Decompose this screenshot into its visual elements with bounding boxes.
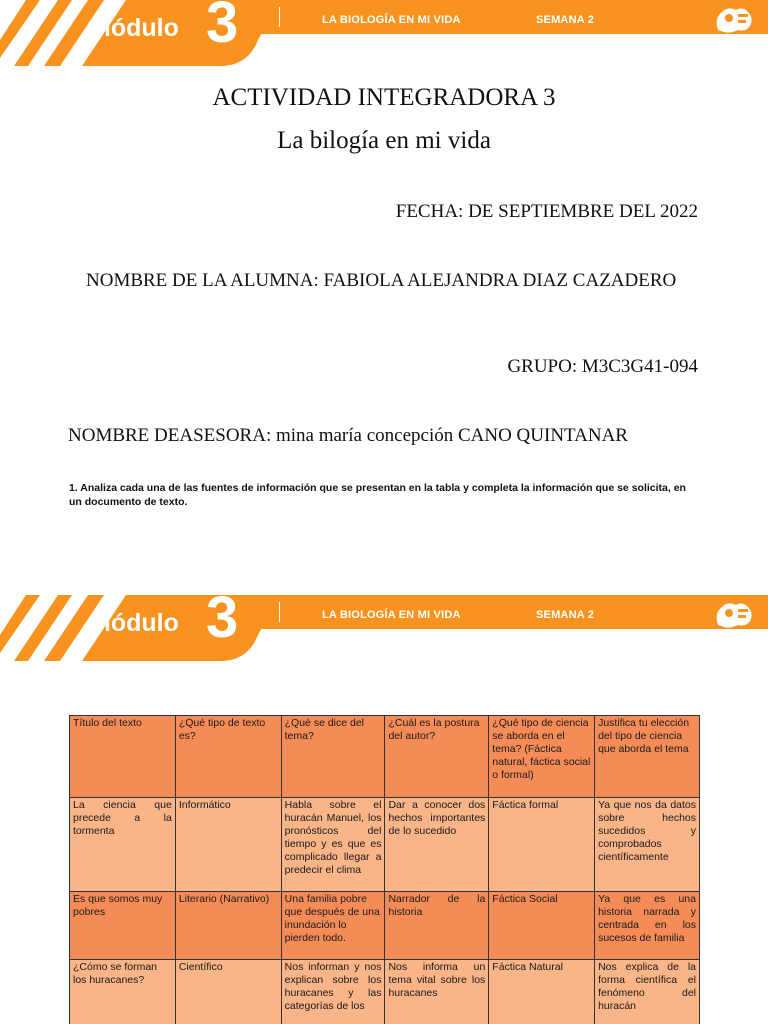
document-title: ACTIVIDAD INTEGRADORA 3	[212, 84, 556, 111]
module-number: 3	[206, 585, 239, 650]
table-cell: Nos informa un tema vital sobre los huracanes	[385, 960, 489, 1024]
table-cell: Nos informan y nos explican sobre los huracanes y las categorías de los	[281, 960, 385, 1024]
table-cell: Fáctica Natural	[489, 960, 595, 1024]
table-cell: La ciencia que precede a la tormenta	[70, 798, 176, 892]
header-cell-title: Título del texto	[70, 716, 176, 798]
table-row	[70, 892, 700, 960]
instruction-text: 1. Analiza cada una de las fuentes de información que se presentan en la tabla y completa la información que se solicita, en un documento de texto.	[69, 482, 686, 508]
header-cell-text-type: ¿Qué tipo de texto es?	[175, 716, 281, 798]
student-name: NOMBRE DE LA ALUMNA: FABIOLA ALEJANDRA DIAZ CAZADERO	[86, 270, 677, 291]
table-cell: Informático	[175, 798, 281, 892]
module-banner-second	[0, 585, 768, 661]
prepa-en-linea-sep-logo-icon	[712, 599, 756, 629]
date-line: FECHA: DE SEPTIEMBRE DEL 2022	[395, 201, 698, 222]
table-cell: Fáctica Social	[489, 892, 595, 960]
table-cell: Fáctica formal	[489, 798, 595, 892]
table-cell: Es que somos muy pobres	[70, 892, 176, 960]
week-label: SEMANA 2	[536, 14, 595, 26]
header-cell-science-type: ¿Qué tipo de ciencia se aborda en el tema? (Fáctica natural, fáctica social o formal)	[489, 716, 595, 798]
week-label: SEMANA 2	[536, 609, 595, 621]
table-row	[70, 960, 700, 1024]
header-cell-justification: Justifica tu elección del tipo de ciencia que aborda el tema	[595, 716, 700, 798]
prepa-en-linea-sep-logo-icon	[712, 4, 756, 34]
table-cell: Narrador de la historia	[385, 892, 489, 960]
table-cell: ¿Cómo se forman los huracanes?	[70, 960, 176, 1024]
document-subtitle: La bilogía en mi vida	[277, 127, 491, 154]
course-name: LA BIOLOGÍA EN MI VIDA	[322, 609, 461, 621]
table-cell: Ya que nos da datos sobre hechos sucedidos y comprobados científicamente	[595, 798, 700, 892]
module-banner-top	[0, 0, 768, 66]
table-header-row	[70, 716, 700, 798]
analysis-table	[69, 715, 700, 1024]
course-name: LA BIOLOGÍA EN MI VIDA	[322, 14, 461, 26]
table-cell: Una familia pobre que después de una inundación lo pierden todo.	[281, 892, 385, 960]
header-cell-topic: ¿Qué se dice del tema?	[281, 716, 385, 798]
table-cell: Literario (Narrativo)	[175, 892, 281, 960]
module-label: Módulo	[90, 14, 179, 42]
advisor-name: NOMBRE DEASESORA: mina maría concepción CANO QUINTANAR	[68, 425, 628, 446]
module-label: Módulo	[90, 609, 179, 637]
table-cell: Dar a conocer dos hechos importantes de lo sucedido	[385, 798, 489, 892]
table-row	[70, 798, 700, 892]
table-cell: Nos explica de la forma científica el fenómeno del huracán	[595, 960, 700, 1024]
table-cell: Habla sobre el huracán Manuel, los pronósticos del tiempo y es que es complicado llegar a predecir el clima	[281, 798, 385, 892]
banner-divider	[279, 7, 280, 27]
table-cell: Científico	[175, 960, 281, 1024]
header-cell-author-stance: ¿Cuál es la postura del autor?	[385, 716, 489, 798]
table-cell: Ya que es una historia narrada y centrada en los sucesos de familia	[595, 892, 700, 960]
banner-divider	[279, 602, 280, 622]
module-number: 3	[206, 0, 239, 55]
group-line: GRUPO: M3C3G41-094	[507, 356, 698, 377]
